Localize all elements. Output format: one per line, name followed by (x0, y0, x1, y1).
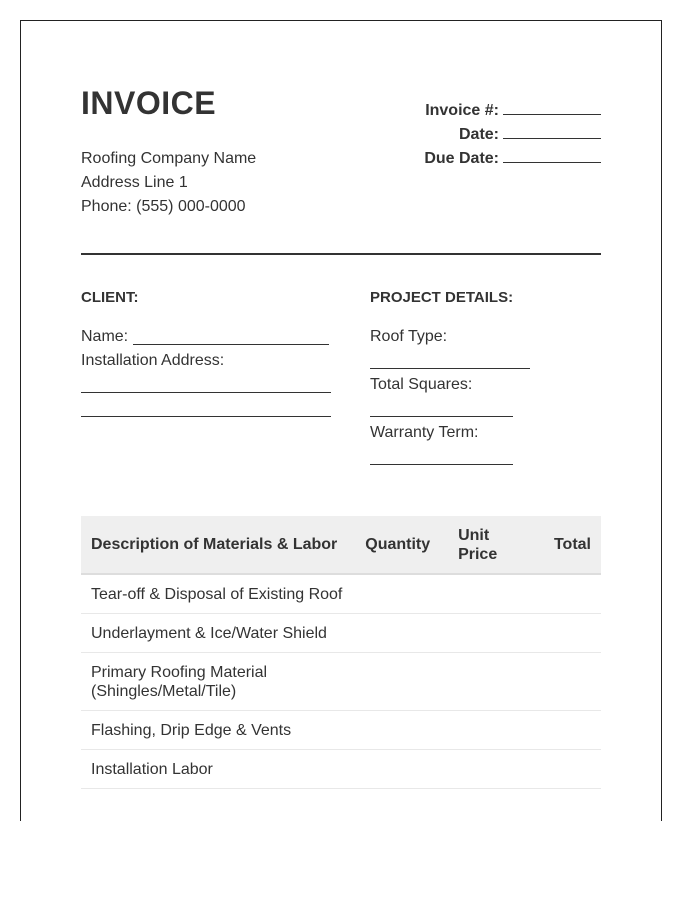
row-quantity[interactable] (361, 614, 454, 653)
table-row (81, 711, 601, 750)
row-description: Flashing, Drip Edge & Vents (81, 711, 361, 750)
table-header-row (81, 516, 601, 574)
row-quantity[interactable] (361, 653, 454, 711)
due-date-label: Due Date: (424, 150, 499, 167)
date-blank[interactable] (503, 123, 601, 139)
description-column-header: Description of Materials & Labor (81, 516, 361, 574)
total-column-header: Total (532, 516, 601, 574)
installation-address-label: Installation Address: (81, 352, 225, 369)
date-row (424, 123, 601, 147)
client-heading: CLIENT: (81, 289, 139, 306)
line-items-table (81, 516, 601, 789)
row-description: Primary Roofing Material (Shingles/Metal/Tile) (81, 653, 361, 711)
row-description: Tear-off & Disposal of Existing Roof (81, 574, 361, 614)
row-unit-price[interactable] (454, 614, 532, 653)
row-unit-price[interactable] (454, 750, 532, 789)
company-phone: Phone: (555) 000-0000 (81, 198, 246, 215)
roof-type-blank[interactable] (370, 368, 530, 369)
unit-price-column-header: Unit Price (454, 516, 532, 574)
company-name: Roofing Company Name (81, 150, 257, 167)
roof-type-label: Roof Type: (370, 328, 448, 345)
row-quantity[interactable] (361, 711, 454, 750)
table-row (81, 653, 601, 711)
company-info (81, 147, 256, 219)
total-squares-blank[interactable] (370, 416, 513, 417)
invoice-meta (424, 99, 601, 171)
company-address: Address Line 1 (81, 174, 188, 191)
table-row (81, 750, 601, 789)
quantity-column-header: Quantity (361, 516, 454, 574)
total-squares-label: Total Squares: (370, 376, 473, 393)
row-unit-price[interactable] (454, 574, 532, 614)
due-date-blank[interactable] (503, 147, 601, 163)
installation-address-blank-1[interactable] (81, 392, 331, 393)
installation-address-blank-2[interactable] (81, 416, 331, 417)
due-date-row (424, 147, 601, 171)
row-total[interactable] (532, 614, 601, 653)
project-details-heading: PROJECT DETAILS: (370, 289, 514, 306)
row-quantity[interactable] (361, 750, 454, 789)
invoice-number-blank[interactable] (503, 99, 601, 115)
invoice-title: INVOICE (81, 85, 217, 121)
invoice-number-row (424, 99, 601, 123)
warranty-term-label: Warranty Term: (370, 424, 479, 441)
invoice-page (20, 20, 662, 821)
row-unit-price[interactable] (454, 711, 532, 750)
row-total[interactable] (532, 653, 601, 711)
row-description: Installation Labor (81, 750, 361, 789)
row-unit-price[interactable] (454, 653, 532, 711)
row-total[interactable] (532, 574, 601, 614)
row-quantity[interactable] (361, 574, 454, 614)
row-description: Underlayment & Ice/Water Shield (81, 614, 361, 653)
row-total[interactable] (532, 750, 601, 789)
table-row (81, 614, 601, 653)
invoice-number-label: Invoice #: (425, 102, 499, 119)
client-name-blank[interactable] (133, 344, 329, 345)
table-row (81, 574, 601, 614)
client-name-label: Name: (81, 328, 129, 345)
date-label: Date: (458, 126, 499, 143)
header-divider (81, 253, 601, 255)
row-total[interactable] (532, 711, 601, 750)
warranty-term-blank[interactable] (370, 464, 513, 465)
